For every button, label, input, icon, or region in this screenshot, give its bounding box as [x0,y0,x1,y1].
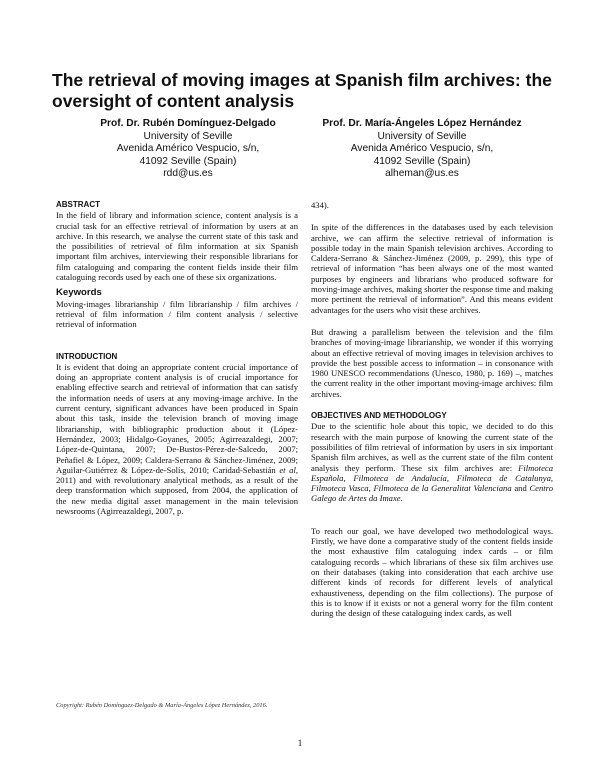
introduction-italic: et al [279,464,296,475]
author-1-address: Avenida Américo Vespucio, s/n, [116,143,260,155]
left-column [56,200,298,516]
abstract-heading: ABSTRACT [56,200,100,209]
keywords-text: Moving-images librarianship / film librarianship / film archives / retrieval of film information / film content analysis / selective retrieval of information [56,298,298,330]
paragraph-2: But drawing a parallelism between the television and the film branches of moving-image librarianship, we wonder if this worrying about an effective retrieval of moving images in television archives to provide the best possible access to information – in consonance with 1980 UNESCO recommendations (Unesco, 1980, p. 169) –, matches the current reality in the other important moving-image archives: film archives. [311,326,553,399]
paragraph-3-text: Due to the scientific hole about this topic, we decided to do this research with the main purpose of knowing the current state of the possibilities of film retrieval of information by users in six important Spanish film archives, as well as the current state of the film content analysis they perform. These six film archives are: [311,421,553,473]
archive-name: Centro Galego de Artes da Imaxe [311,483,553,504]
introduction-heading: INTRODUCTION [56,351,118,361]
introduction-text-part-2: , 2011) and with revolutionary analytical methods, as a result of the deep transformation which supposed, from 2004, the application of the new media digital asset management in the main television newsrooms (Agirreazaldegi, 2007, p. [56,464,298,517]
author-2-city: 41092 Seville (Spain) [373,155,471,167]
author-2 [297,118,547,181]
author-2-address: Avenida Américo Vespucio, s/n, [350,143,494,155]
archive-name: Filmoteca de la Generalitat Valenciana [373,483,512,494]
author-1 [63,118,313,181]
archive-name: Filmoteca de Andalucía [353,472,447,483]
continuation-text: 434). [311,200,329,210]
introduction-text-part-1: It is evident that doing an appropriate content crucial importance of doing an appropriate content analysis is of crucial importance for enabling effective search and retrieval of information that can satisfy the information needs of users at any moving-image archive. In the current century, significant advances have been produced in Spain about this task, inside the television branch of moving image librarianship, with bibliographic production about it (López-Hernández, 2003; Hidalgo-Goyanes, 2005; Agirreazaldegi, 2007; López-de-Quintana, 2007; De-Bustos-Pérez-de-Salcedo, 2007; Peñafiel & López, 2009; Caldera-Serrano & Sánchez-Jiménez, 2009; Aguilar-Gutiérrez & López-de-Solís, 2010; Caridad-Sebastián [56,361,298,475]
author-1-name: Prof. Dr. Rubén Domínguez-Delgado [100,118,276,129]
paragraph-4: To reach our goal, we have developed two methodological ways. Firstly, we have done a comparative study of the content fields inside the most exhaustive film cataloguing index cards – or film cataloguing records – which librarians of these six film archives use on their databases (taking into consideration that each archive use different kinds of records for different levels of analytical exhaustiveness, depending on the film collections). The purpose of this is to know if it exists or not a general worry for the film content during the design of these cataloguing index cards, as well [311,525,553,619]
paragraph-3: Due to the scientific hole about this topic, we decided to do this research with the main purpose of knowing the current state of the possibilities of film retrieval of information by users in six important Spanish film archives, as well as the current state of the film content analysis they perform. These six film archives are: Filmoteca Española, Filmoteca de Andalucía, Filmoteca de Catalunya, Filmoteca Vasca, Filmoteca de la Generalitat Valenciana and Centro Galego de Artes da Imaxe. [311,421,554,504]
introduction-text [56,362,298,516]
author-2-name: Prof. Dr. María-Ángeles López Hernández [322,118,522,129]
author-1-email: rdd@us.es [163,168,213,180]
archive-name: Filmoteca de Catalunya [456,472,551,483]
author-1-city: 41092 Seville (Spain) [139,155,237,167]
author-2-affiliation: University of Seville [377,130,467,142]
paragraph-1: In spite of the differences in the databases used by each television archive, we can affirm the selective retrieval of information is possible today in the main Spanish television archives. According to Caldera-Serrano & Sánchez-Jiménez (2009, p. 299), this type of retrieval of information “has been always one of the most wanted purposes by engineers and librarians who produced software for moving-image archives, making shorter the response time and making more pertinent the retrieval of information”. And this means evident advantages for the users who visit these archives. [311,222,553,315]
right-column [311,200,553,618]
author-1-affiliation: University of Seville [143,130,233,142]
author-2-email: alheman@us.es [385,168,459,180]
keywords-heading: Keywords [56,287,102,299]
copyright-note: Copyright: Rubén Domínguez-Delgado & María-Ángeles López Hernández, 2016. [56,702,268,709]
archive-name: Filmoteca Vasca [311,483,369,494]
abstract-text: In the field of library and information science, content analysis is a crucial task for an effective retrieval of information by users at an archive. In this research, we analyse the current state of this task and the possibilities of retrieval of film information at six Spanish important film archives, interviewing their responsible librarians for film cataloguing and comparing the content fields inside their film cataloguing records used by each one of these six organizations. [56,210,298,283]
paper-title: The retrieval of moving images at Spanish film archives: the oversight of content analysis [52,70,552,111]
page-number: 1 [297,738,303,748]
archive-name: Filmoteca Española [311,462,553,483]
objectives-heading: OBJECTIVES AND METHODOLOGY [311,411,447,421]
